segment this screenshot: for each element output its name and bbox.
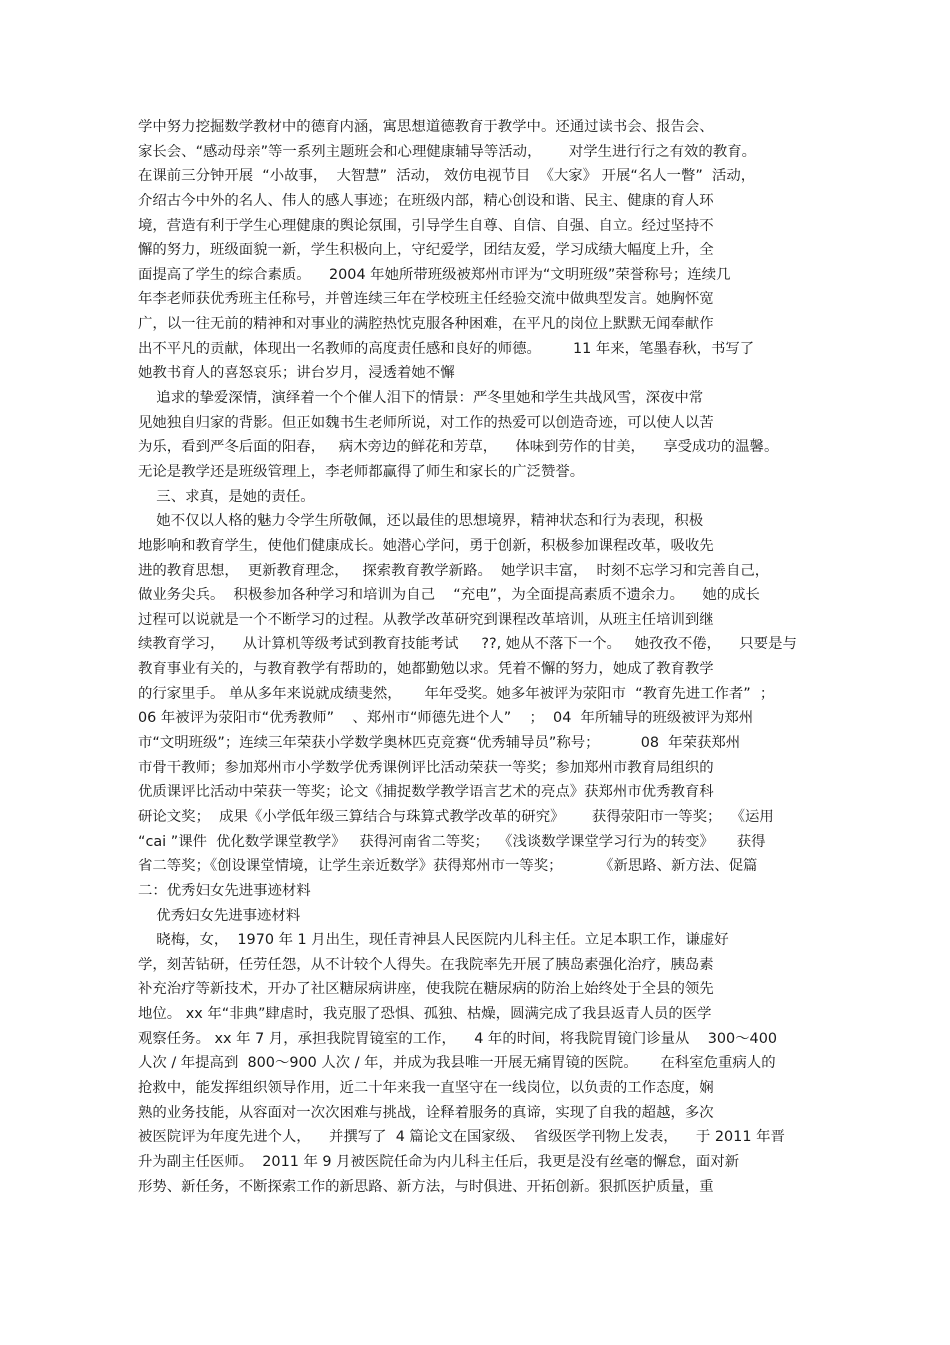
text-line: 她教书育人的喜怒哀乐；讲台岁月，浸透着她不懈 [138,365,455,382]
text-line: 为乐，看到严冬后面的阳春， 病木旁边的鲜花和芳草， 体味到劳作的甘美， 享受成功的温馨。 [138,439,779,456]
text-line: 地影响和教育学生，使他们健康成长。她潜心学问，勇于创新，积极参加课程改革，吸收先 [138,537,714,554]
text-line: 人次 / 年提高到 800～900 人次 / 年，并成为我县唯一开展无痛胃镜的医院。 在科室危重病人的 [138,1055,776,1072]
text-line: 家长会、“感动母亲”等一系列主题班会和心理健康辅导等活动， 对学生进行行之有效的教育。 [138,143,756,160]
text-line: 懈的努力，班级面貌一新，学生积极向上，守纪爱学，团结友爱，学习成绩大幅度上升，全 [138,242,714,259]
text-line: 被医院评为年度先进个人， 并撰写了 4 篇论文在国家级、 省级医学刊物上发表， 于 2011 年晋 [138,1129,785,1146]
text-line: “cai ”课件 优化数学课堂教学》 获得河南省二等奖； 《浅谈数学课堂学习行为的转变》 获得 [138,833,766,850]
section-heading: 三、求真，是她的责任。 [138,488,315,505]
text-line: 观察任务。 xx 年 7 月，承担我院胃镜室的工作， 4 年的时间，将我院胃镜门诊量从 300～400 [138,1030,778,1047]
text-line: 教育事业有关的，与教育教学有帮助的，她都勤勉以求。凭着不懈的努力，她成了教育教学 [138,661,714,678]
text-line: 补充治疗等新技术，开办了社区糖尿病讲座，使我院在糖尿病的防治上始终处于全县的领先 [138,981,714,998]
text-line: 06 年被评为荥阳市“优秀教师” 、郑州市“师德先进个人” ； 04 年所辅导的班级被评为郑州 [138,710,754,727]
text-line: 面提高了学生的综合素质。 2004 年她所带班级被郑州市评为“文明班级”荣誉称号；连续几 [138,266,731,283]
text-line: 境，营造有利于学生心理健康的舆论氛围，引导学生自尊、自信、自强、自立。经过坚持不 [138,217,714,234]
text-line: 学中努力挖掘数学教材中的德育内涵，寓思想道德教育于教学中。还通过读书会、报告会、 [138,119,714,135]
text-line: 续教育学习， 从计算机等级考试到教育技能考试 ??, 她从不落下一个。 她孜孜不倦， 只要是与 [138,636,797,653]
text-line: 晓梅，女， 1970 年 1 月出生，现任青神县人民医院内儿科主任。立足本职工作，谦虚好 [138,932,729,949]
text-line: 地位。 xx 年“非典”肆虐时，我克服了恐惧、孤独、枯燥，圆满完成了我县返青人员的医学 [138,1006,712,1023]
text-line: 广，以一往无前的精神和对事业的满腔热忱克服各种困难，在平凡的岗位上默默无闻奉献作 [138,316,714,333]
text-line: 在课前三分钟开展 “小故事， 大智慧” 活动， 效仿电视节目 《大家》 开展“名人一瞥” 活动， [138,168,756,185]
text-line: 抢救中，能发挥组织领导作用，近二十年来我一直坚守在一线岗位，以负责的工作态度，娴 [138,1079,714,1096]
document-title: 优秀妇女先进事迹材料 [138,907,301,924]
text-line: 优质课评比活动中荣获一等奖；论文《捕捉数学教学语言艺术的亮点》获郑州市优秀教育科 [138,784,714,801]
text-line: 出不平凡的贡献，体现出一名教师的高度责任感和良好的师德。 11 年来，笔墨春秋，书写了 [138,340,755,357]
section-heading: 二：优秀妇女先进事迹材料 [138,882,311,899]
text-line: 无论是教学还是班级管理上，李老师都赢得了师生和家长的广泛赞誉。 [138,463,585,480]
text-line: 年李老师获优秀班主任称号，并曾连续三年在学校班主任经验交流中做典型发言。她胸怀宽 [138,291,714,308]
text-line: 介绍古今中外的名人、伟人的感人事迹；在班级内部，精心创设和谐、民主、健康的育人环 [138,192,714,209]
text-line: 研论文奖； 成果《小学低年级三算结合与珠算式教学改革的研究》 获得荥阳市一等奖； 《运用 [138,808,774,825]
text-line: 升为副主任医师。 2011 年 9 月被医院任命为内儿科主任后，我更是没有丝毫的懈怠，面对新 [138,1153,740,1170]
text-line: 市“文明班级”；连续三年荣获小学数学奥林匹克竞赛“优秀辅导员”称号； 08 年荣获郑州 [138,735,741,752]
text-line: 过程可以说就是一个不断学习的过程。从教学改革研究到课程改革培训，从班主任培训到继 [138,611,714,628]
text-line: 熟的业务技能，从容面对一次次困难与挑战，诠释着服务的真谛，实现了自我的超越，多次 [138,1104,714,1121]
text-line: 省二等奖；《创设课堂情境，让学生亲近数学》获得郑州市一等奖； 《新思路、新方法、促篇 [138,858,758,875]
text-line: 追求的挚爱深情，演绎着一个个催人泪下的情景：严冬里她和学生共战风雪，深夜中常 [138,390,704,407]
body-text [138,115,818,1199]
text-line: 学，刻苦钻研，任劳任怨，从不计较个人得失。在我院率先开展了胰岛素强化治疗，胰岛素 [138,956,714,973]
text-line: 她不仅以人格的魅力令学生所敬佩，还以最佳的思想境界，精神状态和行为表现，积极 [138,513,704,530]
text-line: 进的教育思想， 更新教育理念， 探索教育教学新路。 她学识丰富， 时刻不忘学习和完善自己， [138,562,770,579]
text-line: 见她独自归家的背影。但正如魏书生老师所说，对工作的热爱可以创造奇迹，可以使人以苦 [138,414,714,431]
text-line: 形势、新任务，不断探索工作的新思路、新方法，与时俱进、开拓创新。狠抓医护质量，重 [138,1178,714,1195]
text-line: 市骨干教师；参加郑州市小学数学优秀课例评比活动荣获一等奖；参加郑州市教育局组织的 [138,759,714,776]
text-line: 的行家里手。 单从多年来说就成绩斐然， 年年受奖。她多年被评为荥阳市 “教育先进工作者” ； [138,685,775,702]
text-line: 做业务尖兵。 积极参加各种学习和培训为自己 “充电”，为全面提高素质不遗余力。 她的成长 [138,587,760,604]
